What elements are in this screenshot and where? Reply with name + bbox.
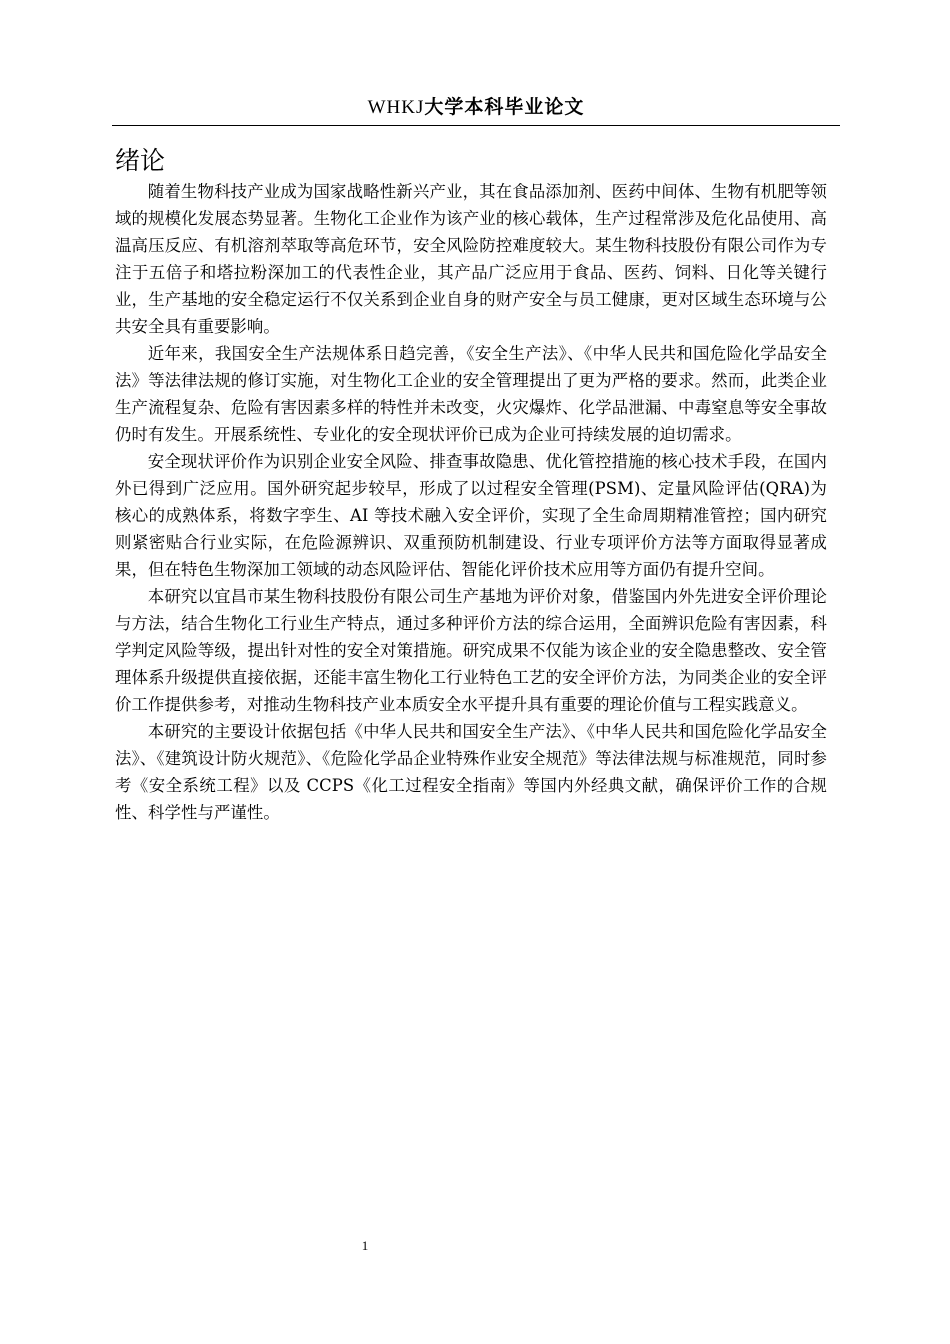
paragraph-5: 本研究的主要设计依据包括《中华人民共和国安全生产法》、《中华人民共和国危险化学品安全法》、《建筑设计防火规范》、《危险化学品企业特殊作业安全规范》等法律法规与标准规范，同时参考《安全系统工程》以及 CCPS《化工过程安全指南》等国内外经典文献，确保评价工作的合规性、科学性与严谨性。 [115, 722, 827, 822]
header-code: WHKJ [367, 97, 425, 118]
paragraph-2: 近年来，我国安全生产法规体系日趋完善，《安全生产法》、《中华人民共和国危险化学品安全法》等法律法规的修订实施，对生物化工企业的安全管理提出了更为严格的要求。然而，此类企业生产流程复杂、危险有害因素多样的特性并未改变，火灾爆炸、化学品泄漏、中毒窒息等安全事故仍时有发生。开展系统性、专业化的安全现状评价已成为企业可持续发展的迫切需求。 [115, 344, 827, 444]
paragraph-3: 安全现状评价作为识别企业安全风险、排查事故隐患、优化管控措施的核心技术手段，在国内外已得到广泛应用。国外研究起步较早，形成了以过程安全管理(PSM)、定量风险评估(QRA)为核心的成熟体系，将数字孪生、AI 等技术融入安全评价，实现了全生命周期精准管控；国内研究则紧密贴合行业实际，在危险源辨识、双重预防机制建设、行业专项评价方法等方面取得显著成果，但在特色生物深加工领域的动态风险评估、智能化评价技术应用等方面仍有提升空间。 [115, 452, 827, 579]
header-divider [112, 125, 840, 126]
running-header [112, 92, 840, 122]
page-number: 1 [361, 1238, 369, 1253]
body-text [115, 178, 827, 826]
paragraph-4: 本研究以宜昌市某生物科技股份有限公司生产基地为评价对象，借鉴国内外先进安全评价理论与方法，结合生物化工行业生产特点，通过多种评价方法的综合运用，全面辨识危险有害因素，科学判定风险等级，提出针对性的安全对策措施。研究成果不仅能为该企业的安全隐患整改、安全管理体系升级提供直接依据，还能丰富生物化工行业特色工艺的安全评价方法，为同类企业的安全评价工作提供参考，对推动生物科技产业本质安全水平提升具有重要的理论价值与工程实践意义。 [115, 587, 827, 714]
paragraph-1: 随着生物科技产业成为国家战略性新兴产业，其在食品添加剂、医药中间体、生物有机肥等领域的规模化发展态势显著。生物化工企业作为该产业的核心载体，生产过程常涉及危化品使用、高温高压反应、有机溶剂萃取等高危环节，安全风险防控难度较大。某生物科技股份有限公司作为专注于五倍子和塔拉粉深加工的代表性企业，其产品广泛应用于食品、医药、饲料、日化等关键行业，生产基地的安全稳定运行不仅关系到企业自身的财产安全与员工健康，更对区域生态环境与公共安全具有重要影响。 [115, 182, 827, 336]
chapter-title: 绪论 [115, 146, 166, 175]
header-thesis-label: 大学本科毕业论文 [424, 96, 585, 118]
